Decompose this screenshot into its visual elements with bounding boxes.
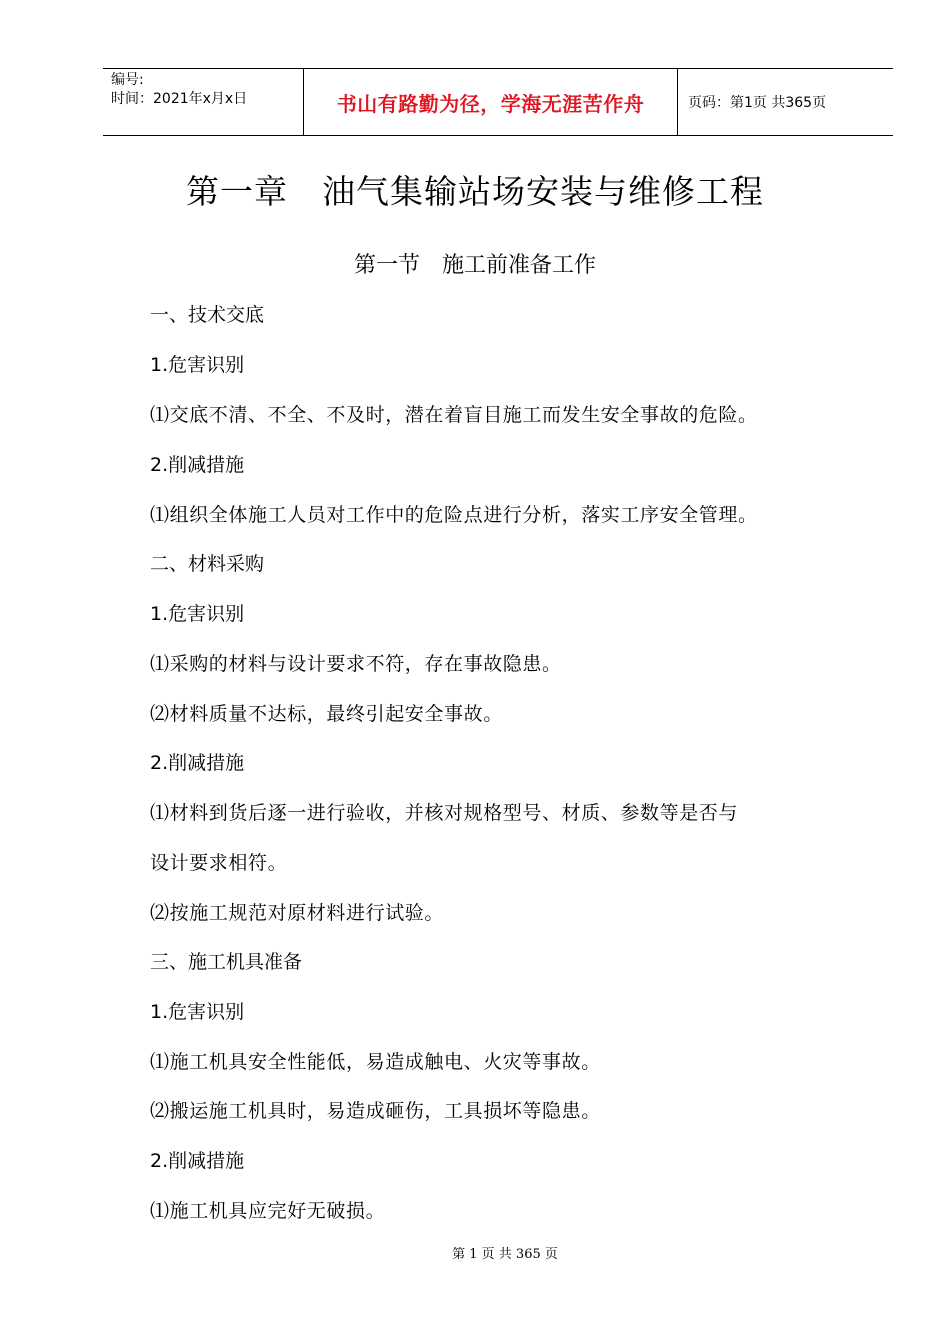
header-meta (103, 69, 304, 135)
paragraph: ⑵搬运施工机具时，易造成砸伤，工具损坏等隐患。 (150, 1100, 601, 1122)
header-page-code: 页码：第1页 共365页 (688, 95, 827, 111)
paragraph: ⑵按施工规范对原材料进行试验。 (150, 902, 445, 924)
paragraph: ⑴材料到货后逐一进行验收，并核对规格型号、材质、参数等是否与 (150, 802, 739, 824)
subheading-mitigation: 2.削减措施 (150, 752, 245, 774)
time-label: 时间：2021年x月x日 (111, 91, 248, 107)
paragraph: ⑴组织全体施工人员对工作中的危险点进行分析，落实工序安全管理。 (150, 504, 758, 526)
subheading-hazard-identification: 1.危害识别 (150, 1001, 245, 1023)
paragraph-continuation: 设计要求相符。 (150, 852, 288, 874)
section-title: 第一节 施工前准备工作 (353, 253, 596, 278)
subheading-mitigation: 2.削减措施 (150, 454, 245, 476)
subheading-mitigation: 2.削减措施 (150, 1150, 245, 1172)
chapter-title: 第一章 油气集输站场安装与维修工程 (186, 172, 764, 211)
paragraph: ⑵材料质量不达标，最终引起安全事故。 (150, 703, 503, 725)
paragraph: ⑴采购的材料与设计要求不符，存在事故隐患。 (150, 653, 562, 675)
paragraph: ⑴交底不清、不全、不及时，潜在着盲目施工而发生安全事故的危险。 (150, 404, 758, 426)
heading-technical-briefing: 一、技术交底 (150, 304, 265, 326)
number-label: 编号: (111, 72, 144, 88)
subheading-hazard-identification: 1.危害识别 (150, 354, 245, 376)
heading-equipment-preparation: 三、施工机具准备 (150, 951, 303, 973)
page-footer: 第 1 页 共 365 页 (452, 1247, 558, 1262)
page-header (103, 68, 893, 136)
paragraph: ⑴施工机具应完好无破损。 (150, 1200, 386, 1222)
heading-material-procurement: 二、材料采购 (150, 553, 265, 575)
header-motto: 书山有路勤为径，学海无涯苦作舟 (304, 69, 678, 135)
subheading-hazard-identification: 1.危害识别 (150, 603, 245, 625)
paragraph: ⑴施工机具安全性能低，易造成触电、火灾等事故。 (150, 1051, 601, 1073)
